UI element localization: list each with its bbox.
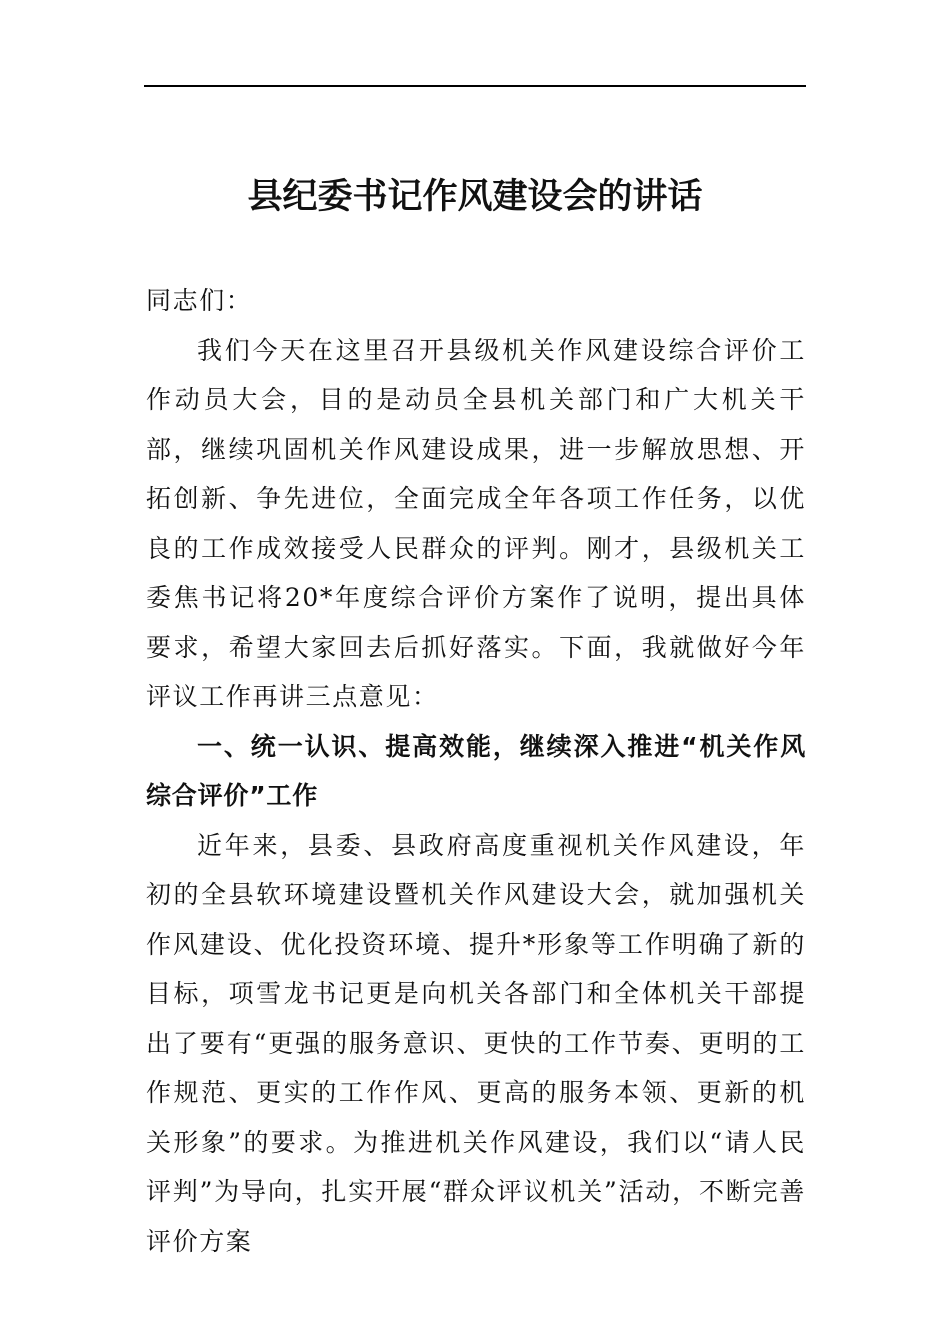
document-body bbox=[146, 276, 806, 1266]
paragraph-intro: 我们今天在这里召开县级机关作风建设综合评价工作动员大会，目的是动员全县机关部门和广大机关干部，继续巩固机关作风建设成果，进一步解放思想、开拓创新、争先进位，全面完成全年各项工作任务，以优良的工作成效接受人民群众的评判。刚才，县级机关工委焦书记将20*年度综合评价方案作了说明，提出具体要求，希望大家回去后抓好落实。下面，我就做好今年评议工作再讲三点意见： bbox=[146, 335, 806, 711]
section-heading-1: 一、统一认识、提高效能，继续深入推进“机关作风综合评价”工作 bbox=[146, 731, 806, 810]
salutation: 同志们： bbox=[146, 286, 253, 315]
paragraph-section-1: 近年来，县委、县政府高度重视机关作风建设，年初的全县软环境建设暨机关作风建设大会，就加强机关作风建设、优化投资环境、提升*形象等工作明确了新的目标，项雪龙书记更是向机关各部门和全体机关干部提出了要有“更强的服务意识、更快的工作节奏、更明的工作规范、更实的工作作风、更高的服务本领、更新的机关形象”的要求。为推进机关作风建设，我们以“请人民评判”为导向，扎实开展“群众评议机关”活动，不断完善评价方案 bbox=[146, 830, 806, 1256]
header-rule bbox=[144, 85, 806, 87]
document-title: 县纪委书记作风建设会的讲话 bbox=[247, 176, 703, 217]
